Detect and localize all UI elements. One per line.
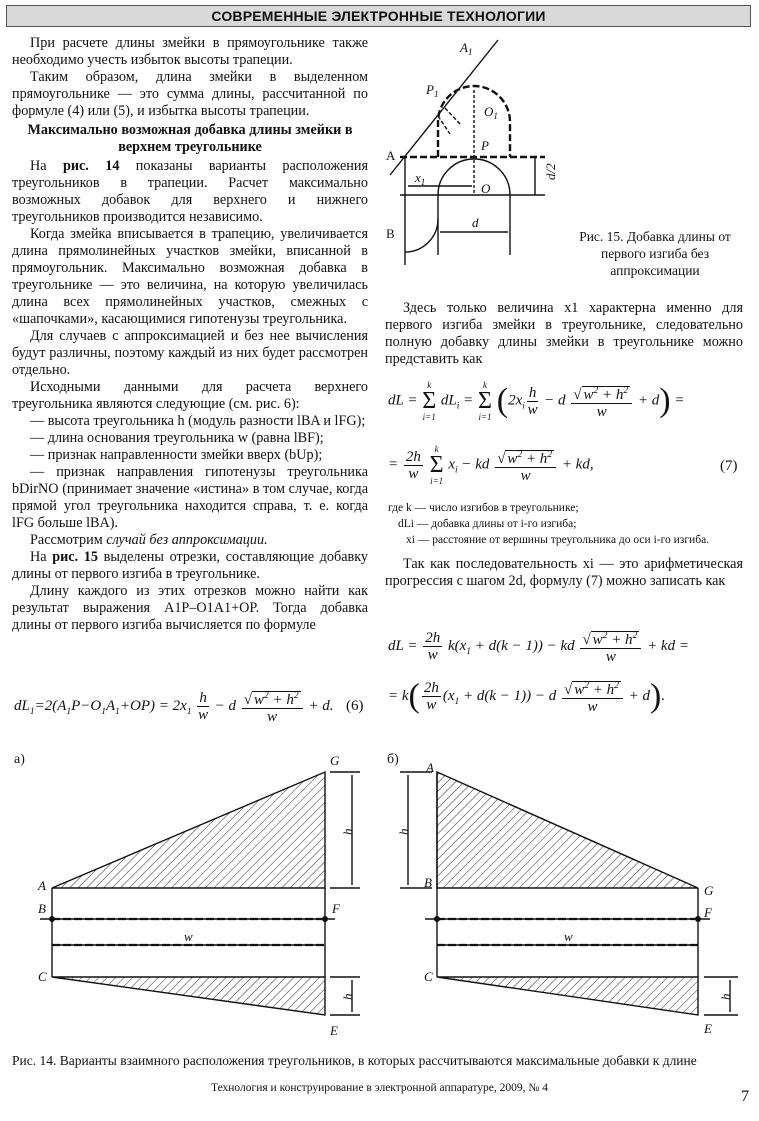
w-label-b: w xyxy=(564,929,573,944)
label-A1: $A_1$ xyxy=(460,40,473,57)
label-d: d xyxy=(472,215,479,230)
figure-14 xyxy=(0,745,759,1050)
list-item: — длина основания треугольника w (равна lBF); xyxy=(30,430,324,446)
paragraph: Исходными данными для расчета верхнего треугольника являются следующие (см. рис. 6): xyxy=(12,379,368,412)
list-item: — высота треугольника h (модуль разности lBA и lFG); xyxy=(30,413,366,429)
paragraph: Когда змейка вписывается в трапецию, увеличивается длина прямолинейных участков змейки, вписанной в прямоугольник. Максимально возможная добавка в треугольнике — это величина, на которую увеличилась длина всех прямолинейных участков, смежных с «шапочками», касающимися гипотенузы треугольника. xyxy=(12,226,368,327)
paragraph: При расчете длины змейки в прямоугольнике также необходимо учесть избыток высоты трапеции. xyxy=(12,35,368,68)
w-label-a: w xyxy=(184,929,193,944)
label-O1: $O_1$ xyxy=(484,104,498,121)
right-column xyxy=(385,300,743,368)
equation-8-line-2: = k( $\frac{2h}{w}$ $(x_1 + d(k - 1)) - d$ $\frac{√ w^2 + h^2}{w}$ + d). xyxy=(388,677,666,715)
where-block: где k — число изгибов в треугольнике; dLi — добавка длины от i-го изгиба; xi — расстояние от вершины треугольника до оси i-го изгиба. xyxy=(388,502,710,546)
point-G-b: G xyxy=(704,883,714,898)
paragraph: Рассмотрим случай без аппроксимации. xyxy=(30,532,268,548)
point-C-a: C xyxy=(38,969,47,984)
point-B-b: B xyxy=(424,875,432,890)
paragraph: Для случаев с аппроксимацией и без нее вычисления будут различны, поэтому каждый из них будет рассмотрен отдельно. xyxy=(12,328,368,378)
journal-footer: Технология и конструирование в электронной аппаратуре, 2009, № 4 xyxy=(210,1082,548,1094)
section-heading: Максимально возможная добавка длины змейки в верхнем треугольнике xyxy=(27,122,353,155)
label-x1: $x_1$ xyxy=(415,170,426,187)
left-column xyxy=(12,35,368,634)
label-P1: $P_1$ xyxy=(426,82,439,99)
label-O: O xyxy=(481,181,491,196)
equation-7-line-2: = $\frac{2h}{w}$ k Σ i=1 $x_i$ − kd $\frac{√ w^2 + h^2}{w}$ + kd, xyxy=(388,444,594,486)
label-P: P xyxy=(481,138,489,153)
point-A-b: A xyxy=(426,760,434,775)
point-A-a: A xyxy=(38,878,46,893)
figure-14-caption: Рис. 14. Варианты взаимного расположения треугольников, в которых рассчитываются максимальные добавки к длине xyxy=(12,1053,697,1068)
figure-15-caption: Рис. 15. Добавка длины от первого изгиба без аппроксимации xyxy=(579,229,731,278)
figure-14b-label: б) xyxy=(387,752,399,767)
running-header: СОВРЕМЕННЫЕ ЭЛЕКТРОННЫЕ ТЕХНОЛОГИИ xyxy=(6,5,751,27)
label-B: B xyxy=(386,226,395,241)
h-label-b: h xyxy=(396,828,411,835)
h-label-b2: h xyxy=(718,993,733,1000)
point-F-b: F xyxy=(704,905,712,920)
page-number: 7 xyxy=(741,1088,749,1105)
equation-number: (6) xyxy=(346,698,364,714)
h-label-a2: h xyxy=(340,993,355,1000)
list-item: — признак направления гипотенузы треугольника bDirNO (принимает значение «истина» в том случае, когда прямой угол треугольника находится справа, т. е. когда lFG больше lBA). xyxy=(12,464,368,531)
point-F-a: F xyxy=(332,901,340,916)
point-E-b: E xyxy=(704,1021,712,1036)
point-C-b: C xyxy=(424,969,433,984)
paragraph: Длину каждого из этих отрезков можно найти как результат выражения A1P–O1A1+OP. Тогда добавка длины от первого изгиба вычисляется по формуле xyxy=(12,583,368,633)
equation-8: dL = $\frac{2h}{w}$ $k(x_1 + d(k - 1))$ − kd $\frac{√ w^2 + h^2}{w}$ + kd = xyxy=(388,630,689,665)
paragraph: На рис. 15 выделены отрезки, составляющие добавку длины от первого изгиба в треугольнике. xyxy=(12,549,368,582)
figure-15 xyxy=(380,30,580,285)
point-G-a: G xyxy=(330,753,340,768)
right-paragraph-2: Так как последовательность xi — это арифметическая прогрессия с шагом 2d, формулу (7) можно записать как xyxy=(385,556,743,589)
equation-number: (7) xyxy=(720,458,738,474)
equation-7: dL = k Σ i=1 $dL_i$ = k Σ i=1 ($2x_i$ $\frac{h}{w}$ − d $\frac{√ w^2 + h^2}{w}$ + d) = xyxy=(388,380,685,422)
paragraph: На рис. 14 показаны варианты расположения треугольников в трапеции. Расчет максимально возможных добавок для верхнего и нижнего треугольников производится независимо. xyxy=(12,158,369,225)
point-E-a: E xyxy=(330,1023,338,1038)
point-B-a: B xyxy=(38,901,46,916)
paragraph: Здесь только величина x1 характерна именно для первого изгиба змейки в треугольнике, следовательно полную добавку длины змейки в треугольнике можно представить как xyxy=(385,300,743,367)
list-item: — признак направленности змейки вверх (bUp); xyxy=(30,447,323,463)
equation-6: $dL_1=2(A_1P-O_1A_1+OP) = 2x_1$ $\frac{h}{w}$ − d $\frac{√ w^2 + h^2}{w}$ + d. xyxy=(14,690,334,725)
h-label-a: h xyxy=(340,828,355,835)
label-d-half: d/2 xyxy=(543,163,558,180)
paragraph: Таким образом, длина змейки в выделенном прямоугольнике — это сумма длины, рассчитанной по формуле (4) или (5), и избытка высоты трапеции. xyxy=(12,69,368,119)
label-A: A xyxy=(386,148,396,163)
figure-14a-label: а) xyxy=(14,752,25,767)
